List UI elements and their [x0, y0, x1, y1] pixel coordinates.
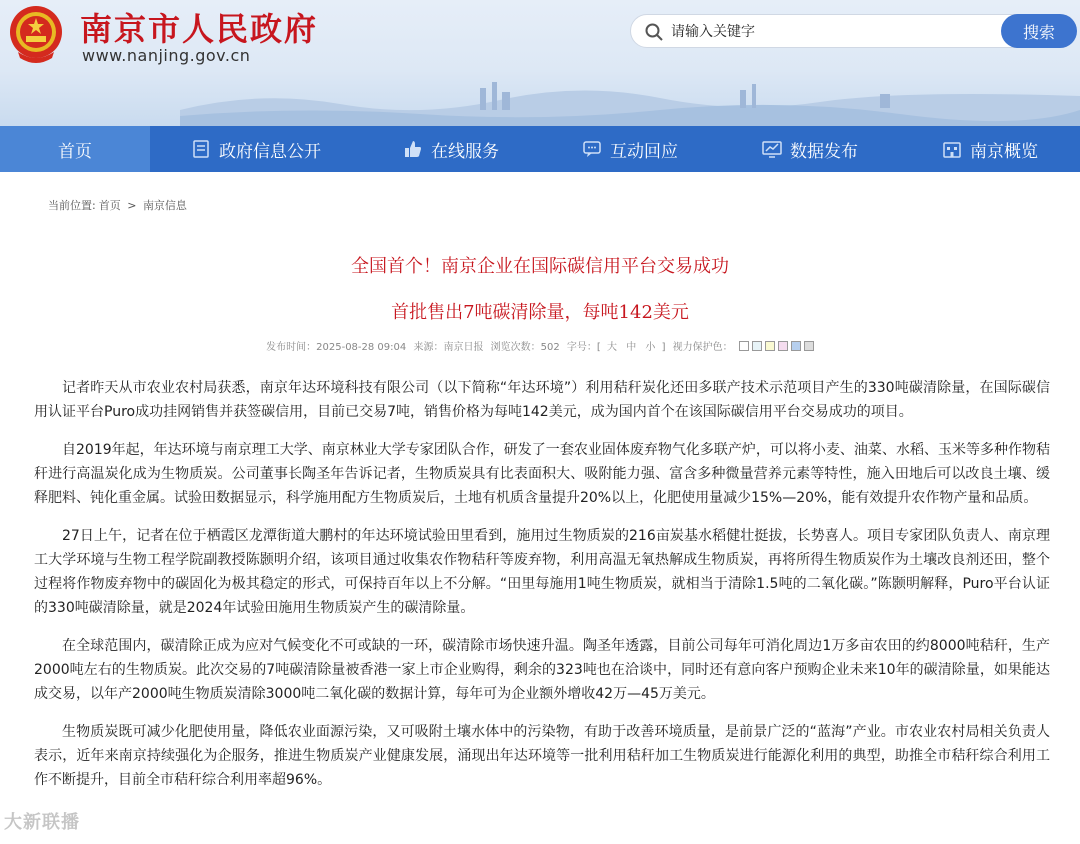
search-icon: [645, 23, 663, 41]
article-paragraph: 在全球范围内，碳清除正成为应对气候变化不可或缺的一环，碳清除市场快速升温。陶圣年透露，目前公司每年可消化周边1万多亩农田的约8000吨秸秆，生产2000吨左右的生物质炭。此次交易的7吨碳清除量被香港一家上市企业购得，剩余的323吨也在洽谈中，同时还有意向客户预购企业未来10年的碳清除量，如果能达成交易，以年产2000吨生物质炭清除3000吨二氧化碳的数据计算，每年可为企业额外增收42万—45万美元。: [34, 638, 1050, 702]
vision-color-label: 视力保护色：: [672, 342, 733, 353]
nav-item-label: 南京概览: [970, 141, 1038, 162]
font-size-medium[interactable]: 中: [626, 342, 637, 353]
document-icon: [191, 139, 211, 159]
city-icon: [942, 139, 962, 159]
site-url: www.nanjing.gov.cn: [82, 46, 251, 65]
vision-color-swatch[interactable]: [739, 341, 749, 351]
search-box: [630, 14, 1076, 48]
breadcrumb: [48, 197, 190, 213]
vision-color-swatch[interactable]: [752, 341, 762, 351]
main-nav: [0, 126, 1080, 172]
vision-color-swatch[interactable]: [765, 341, 775, 351]
breadcrumb-home-link[interactable]: 首页: [98, 199, 121, 212]
publish-time: 发布时间：2025-08-28 09:04: [266, 342, 407, 353]
search-input[interactable]: [671, 19, 1001, 45]
article-source: 来源：南京日报: [413, 342, 484, 353]
national-emblem-icon: [6, 2, 66, 68]
thumbs-up-icon: [403, 139, 423, 159]
font-size-label: 字号：[: [566, 342, 601, 353]
nav-item-label: 在线服务: [431, 141, 499, 162]
article-body: [34, 376, 1050, 806]
breadcrumb-separator: >: [127, 199, 137, 212]
article-meta: [0, 338, 1080, 353]
site-title[interactable]: 南京市人民政府: [80, 10, 319, 48]
city-skyline-illustration: [180, 70, 1080, 126]
nav-item-data-release[interactable]: [720, 126, 900, 172]
nav-item-label: 数据发布: [790, 141, 858, 162]
view-count: 浏览次数：502: [490, 342, 560, 353]
article-title: 全国首个！南京企业在国际碳信用平台交易成功: [351, 256, 729, 277]
vision-color-swatches: [736, 342, 814, 353]
vision-color-swatch[interactable]: [791, 341, 801, 351]
nav-item-label: 首页: [58, 141, 92, 162]
chat-icon: [582, 139, 602, 159]
vision-color-swatch[interactable]: [804, 341, 814, 351]
search-button[interactable]: 搜索: [1001, 14, 1077, 48]
breadcrumb-current[interactable]: 南京信息: [142, 199, 187, 212]
nav-item-label: 政府信息公开: [219, 141, 321, 162]
nav-item-home[interactable]: [0, 126, 150, 172]
article-paragraph: 自2019年起，年达环境与南京理工大学、南京林业大学专家团队合作，研发了一套农业固体废弃物气化多联产炉，可以将小麦、油菜、水稻、玉米等多种作物秸秆进行高温炭化成为生物质炭。公司董事长陶圣年告诉记者，生物质炭具有比表面积大、吸附能力强、富含多种微量营养元素等特性，施入田地后可以改良土壤、缓释肥料、钝化重金属。试验田数据显示，科学施用配方生物质炭后，土地有机质含量提升20%以上，化肥使用量减少15%—20%，能有效提升农作物产量和品质。: [34, 442, 1050, 506]
font-size-small[interactable]: 小: [645, 342, 656, 353]
article-subtitle: 首批售出7吨碳清除量，每吨142美元: [391, 302, 689, 323]
nav-item-label: 互动回应: [610, 141, 678, 162]
font-size-large[interactable]: 大: [607, 342, 618, 353]
article-paragraph: 记者昨天从市农业农村局获悉，南京年达环境科技有限公司（以下简称“年达环境”）利用秸秆炭化还田多联产技术示范项目产生的330吨碳清除量，在国际碳信用认证平台Puro成功挂网销售并获签碳信用，目前已交易7吨，销售价格为每吨142美元，成为国内首个在该国际碳信用平台交易成功的项目。: [34, 380, 1050, 420]
nav-item-nanjing-overview[interactable]: [900, 126, 1080, 172]
font-size-close: ]: [661, 342, 666, 353]
nav-item-interaction[interactable]: [540, 126, 720, 172]
nav-item-online-service[interactable]: [362, 126, 540, 172]
breadcrumb-prefix: 当前位置:: [48, 199, 96, 212]
watermark: 大新联播: [4, 812, 80, 833]
nav-item-gov-info[interactable]: [150, 126, 362, 172]
article-paragraph: 生物质炭既可减少化肥使用量，降低农业面源污染，又可吸附土壤水体中的污染物，有助于改善环境质量，是前景广泛的“蓝海”产业。市农业农村局相关负责人表示，近年来南京持续强化为企服务，推进生物质炭产业健康发展，涌现出年达环境等一批利用秸秆加工生物质炭进行能源化利用的典型，助推全市秸秆综合利用工作不断提升，目前全市秸秆综合利用率超96%。: [34, 724, 1050, 788]
monitor-chart-icon: [762, 139, 782, 159]
article-paragraph: 27日上午，记者在位于栖霞区龙潭街道大鹏村的年达环境试验田里看到，施用过生物质炭的216亩炭基水稻健壮挺拔，长势喜人。项目专家团队负责人、南京理工大学环境与生物工程学院副教授陈颢明介绍，该项目通过收集农作物秸秆等废弃物，利用高温无氧热解成生物质炭，再将所得生物质炭作为土壤改良剂还田，整个过程将作物废弃物中的碳固化为极其稳定的形式，可保持百年以上不分解。“田里每施用1吨生物质炭，就相当于清除1.5吨的二氧化碳。”陈颢明解释，Puro平台认证的330吨碳清除量，就是2024年试验田施用生物质炭产生的碳清除量。: [34, 528, 1050, 616]
vision-color-swatch[interactable]: [778, 341, 788, 351]
header-banner: [0, 0, 1080, 126]
